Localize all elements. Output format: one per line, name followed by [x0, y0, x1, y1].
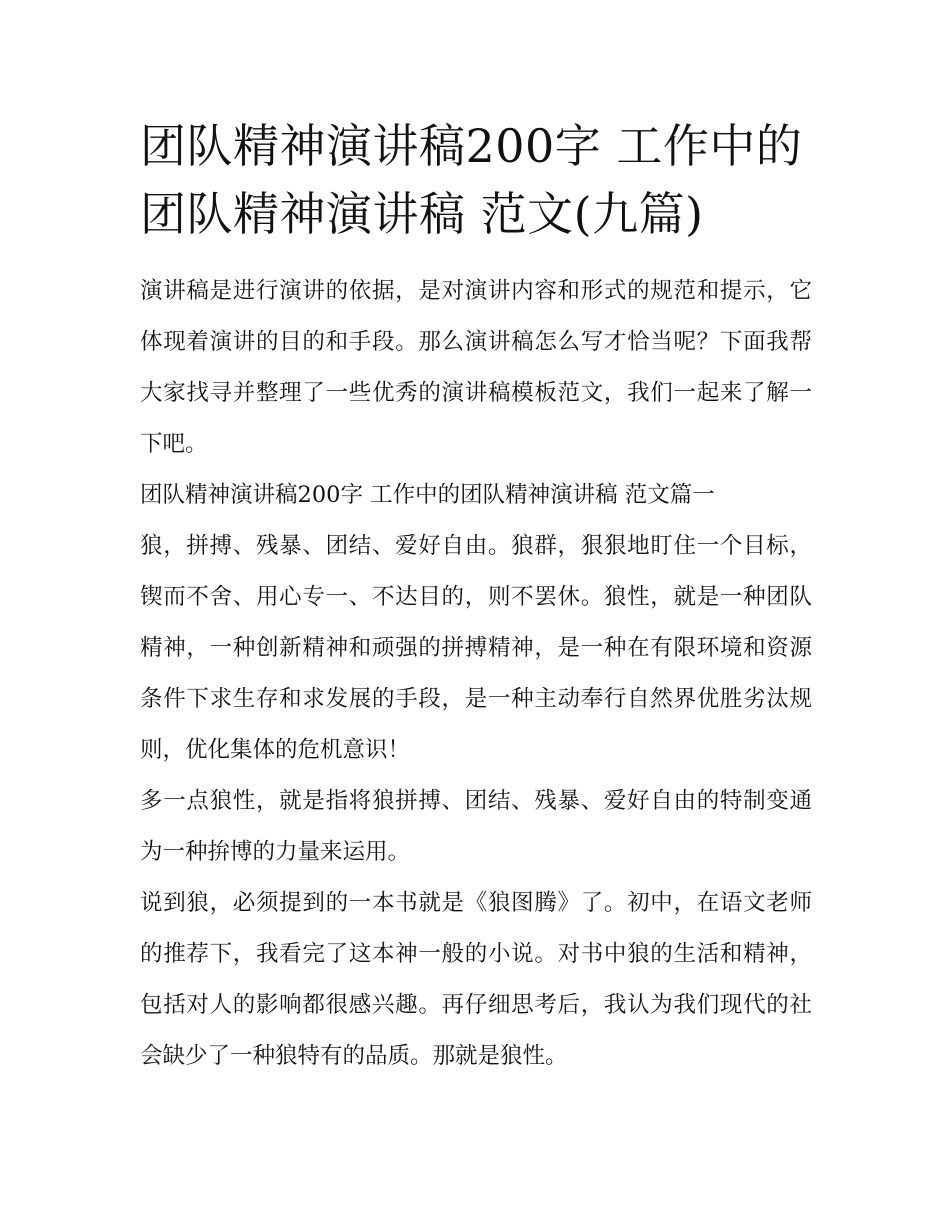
body-paragraph-2: 多一点狼性，就是指将狼拼搏、团结、残暴、爱好自由的特制变通为一种拚博的力量来运用。 — [140, 788, 812, 865]
section-heading: 团队精神演讲稿200字 工作中的团队精神演讲稿 范文篇一 — [140, 482, 715, 508]
body-paragraph-1: 狼，拼搏、残暴、团结、爱好自由。狼群，狠狠地盯住一个目标，锲而不舍、用心专一、不达目的，则不罢休。狼性，就是一种团队精神，一种创新精神和顽强的拼搏精神，是一种在有限环境和资源条件下求生存和求发展的手段，是一种主动奉行自然界优胜劣汰规则，优化集体的危机意识！ — [140, 533, 812, 763]
document-title: 团队精神演讲稿200字 工作中的团队精神演讲稿 范文(九篇) — [140, 119, 803, 241]
body-paragraph-3: 说到狼，必须提到的一本书就是《狼图腾》了。初中，在语文老师的推荐下，我看完了这本神一般的小说。对书中狼的生活和精神，包括对人的影响都很感兴趣。再仔细思考后，我认为我们现代的社会缺少了一种狼特有的品质。那就是狼性。 — [140, 890, 812, 1069]
intro-paragraph: 演讲稿是进行演讲的依据，是对演讲内容和形式的规范和提示，它体现着演讲的目的和手段。那么演讲稿怎么写才恰当呢？下面我帮大家找寻并整理了一些优秀的演讲稿模板范文，我们一起来了解一下吧。 — [140, 278, 812, 457]
document-page — [140, 112, 812, 1082]
